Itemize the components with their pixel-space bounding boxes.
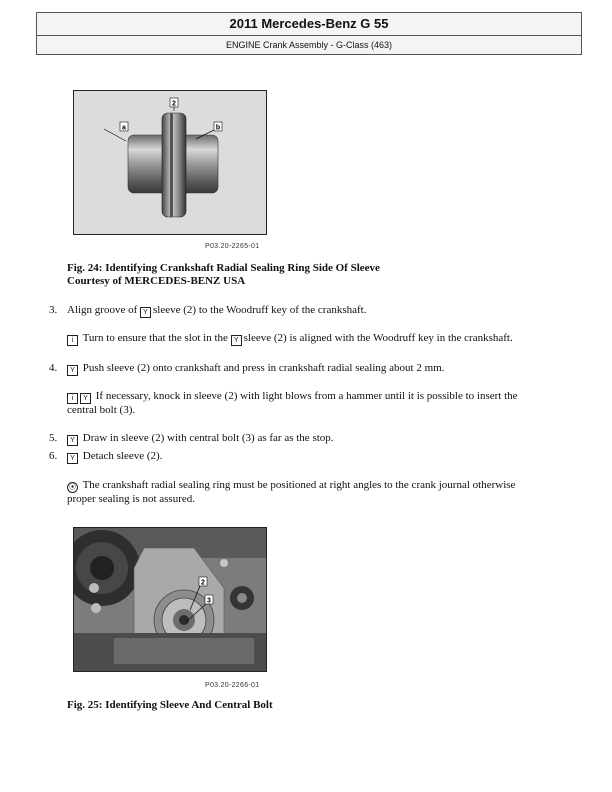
label-2: 2 bbox=[201, 579, 205, 587]
note-3-text-b: sleeve (2) is aligned with the Woodruff key in the crankshaft. bbox=[243, 332, 513, 344]
document-title: 2011 Mercedes-Benz G 55 bbox=[37, 13, 581, 36]
note-4 bbox=[67, 390, 567, 417]
label-a: a bbox=[122, 124, 126, 132]
document-header bbox=[36, 12, 582, 55]
figure-25-code: P03.20-2266-01 bbox=[205, 682, 260, 689]
label-3: 3 bbox=[207, 597, 211, 605]
figure-24-image bbox=[73, 90, 267, 235]
step-4-number: 4. bbox=[49, 362, 58, 374]
sleeve-photo bbox=[74, 91, 266, 234]
tool-icon: Y bbox=[67, 365, 78, 376]
note-3 bbox=[67, 332, 513, 346]
figure-24-courtesy: Courtesy of MERCEDES-BENZ USA bbox=[67, 275, 246, 287]
note-4-line-2: central bolt (3). bbox=[67, 404, 136, 416]
step-5-number: 5. bbox=[49, 432, 58, 444]
figure-24-code: P03.20-2265-01 bbox=[205, 243, 260, 250]
warning-line-1: The crankshaft radial sealing ring must be positioned at right angles to the crank journal otherwise bbox=[82, 479, 516, 491]
tool-icon: Y bbox=[80, 393, 91, 404]
step-5-text-body: Draw in sleeve (2) with central bolt (3) as far as the stop. bbox=[82, 432, 334, 444]
tool-icon: Y bbox=[140, 307, 151, 318]
step-3-text-b: sleeve (2) to the Woodruff key of the crankshaft. bbox=[153, 304, 367, 316]
step-6-number: 6. bbox=[49, 450, 58, 462]
step-3-text bbox=[67, 304, 366, 318]
step-4-text bbox=[67, 362, 444, 376]
warning-line-2: proper sealing is not assured. bbox=[67, 493, 195, 505]
figure-24-caption: Fig. 24: Identifying Crankshaft Radial Sealing Ring Side Of Sleeve bbox=[67, 262, 380, 274]
figure-25-image bbox=[73, 527, 267, 672]
step-6-text-body: Detach sleeve (2). bbox=[82, 450, 163, 462]
tool-icon: Y bbox=[67, 435, 78, 446]
label-b: b bbox=[215, 124, 221, 132]
label-2: 2 bbox=[172, 100, 176, 108]
note-3-text-a: Turn to ensure that the slot in the bbox=[82, 332, 228, 344]
tool-icon: Y bbox=[231, 335, 242, 346]
warning-icon: ⦿ bbox=[69, 484, 76, 491]
note-4-line-1: If necessary, knock in sleeve (2) with light blows from a hammer until it is possible to insert the bbox=[95, 390, 518, 402]
info-icon: i bbox=[67, 335, 78, 346]
warning-note bbox=[67, 479, 567, 506]
step-3-number: 3. bbox=[49, 304, 58, 316]
step-6-text bbox=[67, 450, 162, 464]
step-3-text-a: Align groove of bbox=[67, 304, 138, 316]
info-icon: i bbox=[67, 393, 78, 404]
document-subtitle: ENGINE Crank Assembly - G-Class (463) bbox=[37, 36, 581, 54]
step-4-text-body: Push sleeve (2) onto crankshaft and press in crankshaft radial sealing about 2 mm. bbox=[82, 362, 445, 374]
engine-photo bbox=[74, 528, 266, 671]
figure-25-caption: Fig. 25: Identifying Sleeve And Central Bolt bbox=[67, 699, 273, 711]
step-5-text bbox=[67, 432, 334, 446]
tool-icon: Y bbox=[67, 453, 78, 464]
